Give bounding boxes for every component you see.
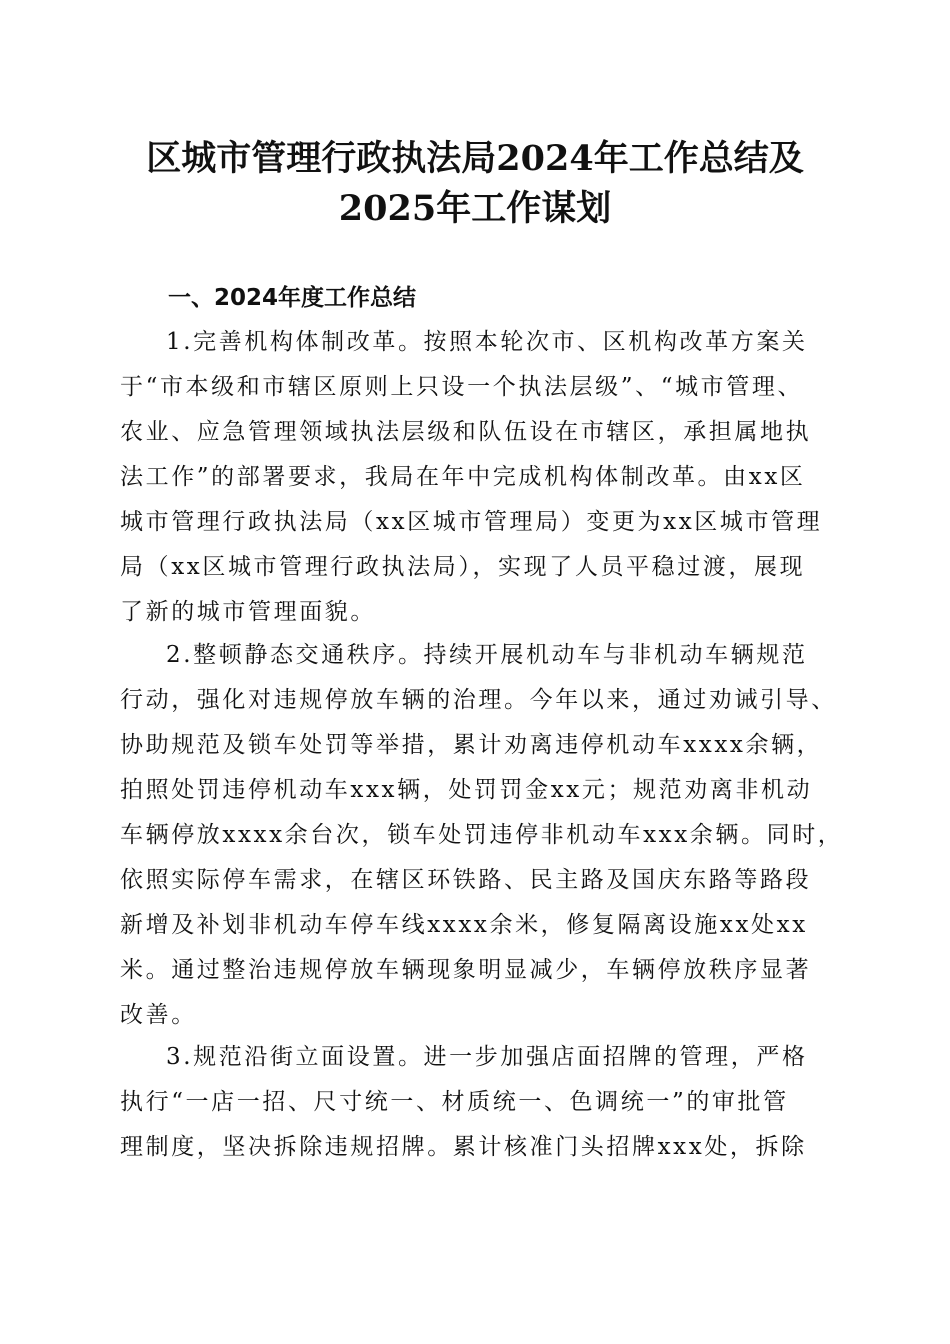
section-heading: 一、2024年度工作总结 — [168, 285, 417, 311]
paragraph-line: 行动，强化对违规停放车辆的治理。今年以来，通过劝诫引导、 — [120, 687, 837, 713]
paragraph-line: 米。通过整治违规停放车辆现象明显减少，车辆停放秩序显著 — [120, 957, 812, 983]
paragraph-line: 新增及补划非机动车停车线xxxx余米，修复隔离设施xx处xx — [120, 912, 808, 938]
paragraph-line: 于“市本级和市辖区原则上只设一个执法层级”、“城市管理、 — [120, 374, 804, 400]
paragraph-line: 城市管理行政执法局（xx区城市管理局）变更为xx区城市管理 — [120, 509, 823, 535]
paragraph-line: 协助规范及锁车处罚等举措，累计劝离违停机动车xxxx余辆， — [120, 732, 823, 758]
paragraph-line: 局（xx区城市管理行政执法局），实现了人员平稳过渡，展现 — [120, 554, 806, 580]
paragraph-line: 依照实际停车需求，在辖区环铁路、民主路及国庆东路等路段 — [120, 867, 812, 893]
paragraph-line: 农业、应急管理领域执法层级和队伍设在市辖区，承担属地执 — [120, 419, 812, 445]
paragraph-line: 3.规范沿街立面设置。进一步加强店面招牌的管理，严格 — [166, 1044, 808, 1070]
paragraph-3 — [120, 1035, 836, 1170]
paragraph-line: 拍照处罚违停机动车xxx辆，处罚罚金xx元；规范劝离非机动 — [120, 777, 813, 803]
paragraph-2 — [120, 633, 844, 1038]
paragraph-line: 了新的城市管理面貌。 — [120, 599, 376, 625]
paragraph-line: 车辆停放xxxx余台次，锁车处罚违停非机动车xxx余辆。同时， — [120, 822, 844, 848]
paragraph-line: 理制度，坚决拆除违规招牌。累计核准门头招牌xxx处，拆除 — [120, 1134, 807, 1160]
paragraph-line: 执行“一店一招、尺寸统一、材质统一、色调统一”的审批管 — [120, 1089, 789, 1115]
paragraph-1 — [120, 320, 836, 635]
paragraph-line: 法工作”的部署要求，我局在年中完成机构体制改革。由xx区 — [120, 464, 806, 490]
document-title — [0, 134, 950, 234]
title-line: 2025年工作谋划 — [338, 188, 612, 229]
paragraph-line: 1.完善机构体制改革。按照本轮次市、区机构改革方案关 — [166, 329, 808, 355]
title-line: 区城市管理行政执法局2024年工作总结及 — [146, 138, 804, 179]
paragraph-line: 改善。 — [120, 1002, 197, 1028]
paragraph-line: 2.整顿静态交通秩序。持续开展机动车与非机动车辆规范 — [166, 642, 808, 668]
